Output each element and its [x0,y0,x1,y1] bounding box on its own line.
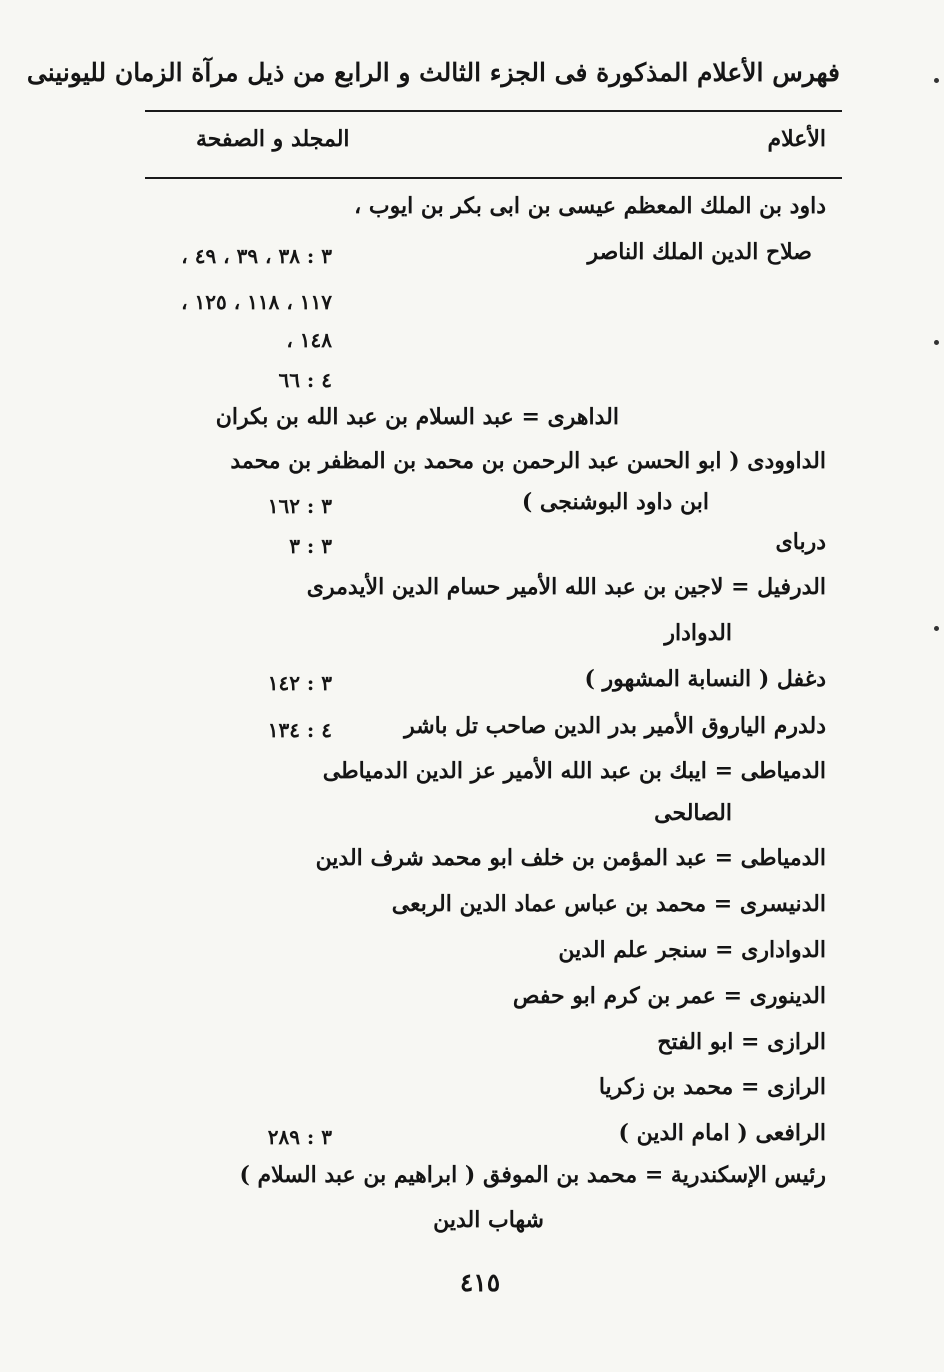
entry-text: شهاب الدين [433,1207,544,1233]
entry-reference: ٣ : ٣ [289,534,332,558]
entry-reference: ٤ : ١٣٤ [267,718,332,742]
entry-text: دغفل ( النسابة المشهور ) [584,666,826,692]
entry-text: الداهرى = عبد السلام بن عبد الله بن بكران [215,404,619,430]
entry-text: الدمياطى = ايبك بن عبد الله الأمير عز الدين الدمياطى [322,758,826,784]
entry-text: الدرفيل = لاجين بن عبد الله الأمير حسام الدين الأيدمرى [306,574,826,600]
entry-text: دربای [775,529,826,555]
running-head: فهرس الأعلام المذكورة فى الجزء الثالث و الرابع من ذيل مرآة الزمان لليونينى [26,58,840,87]
entry-reference: ٣ : ١٤٢ [267,671,332,695]
entry-text: داود بن الملك المعظم عيسى بن ابى بكر بن ايوب ، [354,193,826,219]
margin-speck [934,340,939,345]
column-header-volume-page: المجلد و الصفحة [196,126,350,152]
entry-text: الدوادارى = سنجر علم الدين [558,937,826,963]
entry-text: رئيس الإسكندرية = محمد بن الموفق ( ابراهيم بن عبد السلام ) [239,1162,826,1188]
entry-reference: ١٤٨ ، [286,328,332,352]
page-number: ٤١٥ [459,1268,501,1297]
entry-reference: ٣ : ٣٨ ، ٣٩ ، ٤٩ ، [181,244,332,268]
entry-text: الرازى = محمد بن زكريا [598,1074,826,1100]
entry-text: الصالحى [654,800,732,826]
entry-reference: ٤ : ٦٦ [278,368,332,392]
entry-reference: ٣ : ١٦٢ [267,494,332,518]
column-header-names: الأعلام [767,126,826,152]
entry-reference: ٣ : ٢٨٩ [267,1125,332,1149]
margin-speck [934,626,939,631]
entry-text: صلاح الدين الملك الناصر [587,239,812,265]
entry-text: الرافعى ( امام الدين ) [618,1120,826,1146]
entry-text: الداوودى ( ابو الحسن عبد الرحمن بن محمد بن المظفر بن محمد [230,448,826,474]
entry-text: الدنيسرى = محمد بن عباس عماد الدين الربعى [391,891,826,917]
entry-text: الدمياطى = عبد المؤمن بن خلف ابو محمد شرف الدين [315,845,826,871]
entry-text: الدينورى = عمر بن كرم ابو حفص [512,983,826,1009]
entry-text: ابن داود البوشنجى ) [521,489,709,515]
entry-text: الدوادار [664,620,732,646]
entry-text: دلدرم الياروق الأمير بدر الدين صاحب تل باشر [404,713,826,739]
entry-text: الرازى = ابو الفتح [657,1029,826,1055]
margin-speck [934,78,939,83]
entry-reference: ١١٧ ، ١١٨ ، ١٢٥ ، [181,290,332,314]
